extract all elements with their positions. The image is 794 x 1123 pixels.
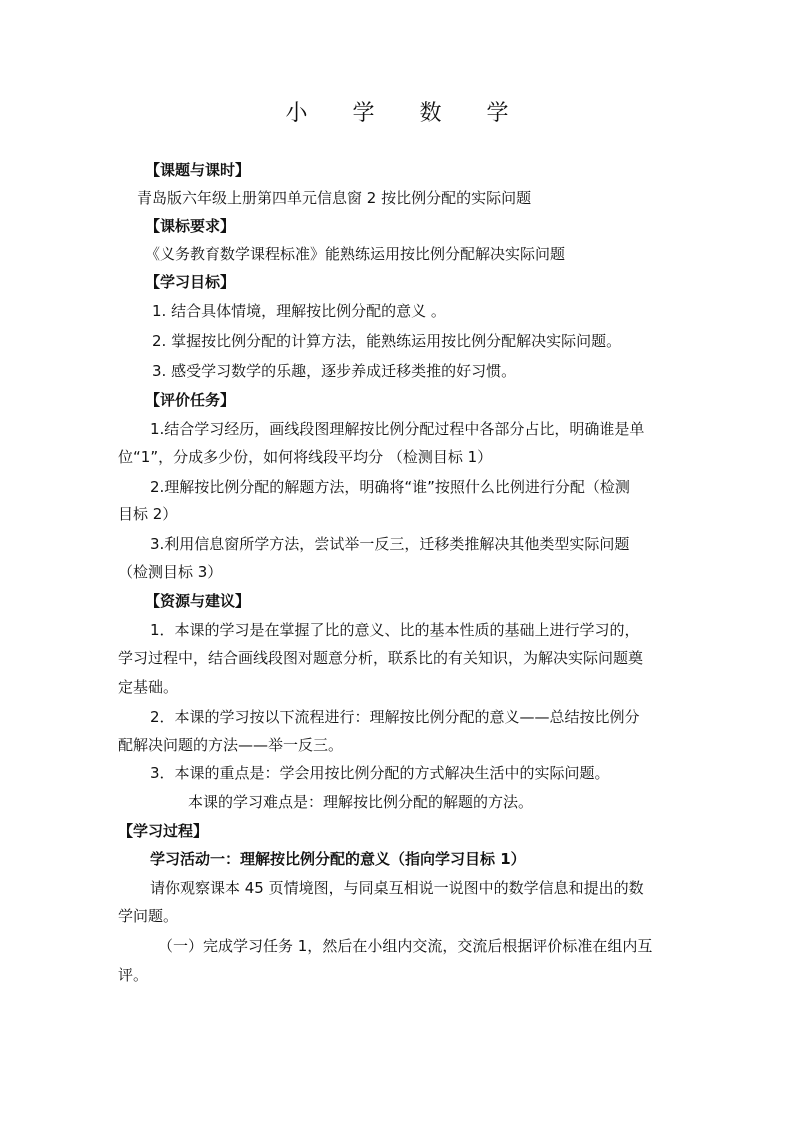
evaluation-item-3-line-2: （检测目标 3） xyxy=(118,563,223,581)
activity-title xyxy=(150,848,526,870)
evaluation-item-2-line-1: 2.理解按比例分配的解题方法，明确将“谁”按照什么比例进行分配（检测 xyxy=(150,478,630,496)
goal-item: 1. 结合具体情境，理解按比例分配的意义 。 xyxy=(152,302,446,320)
process-para-1-line-2: 学问题。 xyxy=(118,907,179,925)
topic-heading: 【课题与课时】 xyxy=(145,161,251,179)
standard-content: 《义务教育数学课程标准》能熟练运用按比例分配解决实际问题 xyxy=(145,245,566,263)
evaluation-heading: 【评价任务】 xyxy=(145,391,236,409)
resources-item-2-line-2: 配解决问题的方法——举一反三。 xyxy=(118,736,344,754)
process-para-1-line-1: 请你观察课本 45 页情境图，与同桌互相说一说图中的数学信息和提出的数 xyxy=(150,879,644,897)
resources-item-1-line-2: 学习过程中，结合画线段图对题意分析，联系比的有关知识，为解决实际问题奠 xyxy=(118,649,644,667)
process-heading: 【学习过程】 xyxy=(118,822,209,840)
resources-item-3: 3．本课的重点是：学会用按比例分配的方式解决生活中的实际问题。 xyxy=(150,764,610,782)
goal-item: 3. 感受学习数学的乐趣，逐步养成迁移类推的好习惯。 xyxy=(152,362,517,380)
goal-item: 2. 掌握按比例分配的计算方法，能熟练运用按比例分配解决实际问题。 xyxy=(152,332,622,350)
evaluation-item-3-line-1: 3.利用信息窗所学方法，尝试举一反三，迁移类推解决其他类型实际问题 xyxy=(150,535,630,553)
page-title: 小 学 数 学 xyxy=(285,101,528,126)
evaluation-item-1-line-1: 1.结合学习经历，画线段图理解按比例分配过程中各部分占比，明确谁是单 xyxy=(150,420,645,438)
standard-heading: 【课标要求】 xyxy=(145,217,236,235)
topic-content: 青岛版六年级上册第四单元信息窗 2 按比例分配的实际问题 xyxy=(137,189,532,207)
evaluation-item-1-line-2: 位“1”，分成多少份，如何将线段平均分 （检测目标 1） xyxy=(118,448,493,466)
resources-item-1-line-1: 1．本课的学习是在掌握了比的意义、比的基本性质的基础上进行学习的， xyxy=(150,621,640,639)
activity-title-target: （指向学习目标 1） xyxy=(390,850,526,868)
resources-item-4: 本课的学习难点是：理解按比例分配的解题的方法。 xyxy=(188,793,534,811)
process-para-2-line-1: （一）完成学习任务 1，然后在小组内交流，交流后根据评价标准在组内互 xyxy=(158,937,653,955)
process-para-2-line-2: 评。 xyxy=(118,966,149,984)
resources-item-1-line-3: 定基础。 xyxy=(118,678,179,696)
resources-heading: 【资源与建议】 xyxy=(145,592,251,610)
goals-heading: 【学习目标】 xyxy=(145,273,236,291)
evaluation-item-2-line-2: 目标 2） xyxy=(118,505,178,523)
resources-item-2-line-1: 2．本课的学习按以下流程进行：理解按比例分配的意义——总结按比例分 xyxy=(150,708,640,726)
activity-title-plain: 学习活动一：理解按比例分配的意义 xyxy=(150,850,391,868)
